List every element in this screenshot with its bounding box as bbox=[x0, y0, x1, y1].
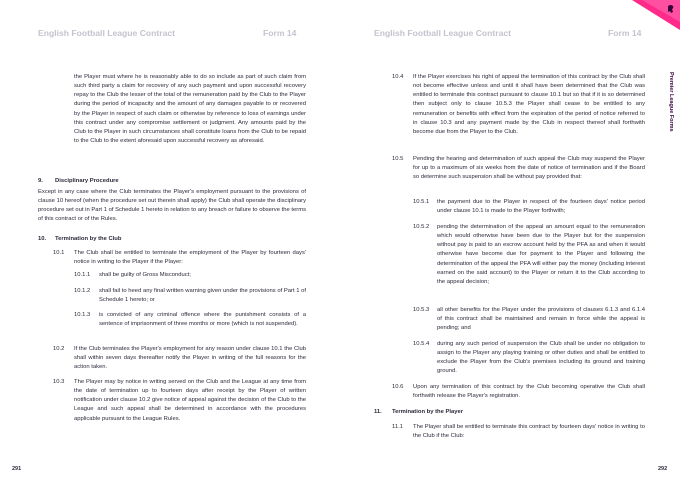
section-9-number: 9. bbox=[38, 178, 43, 184]
clause-10-5-1-text: the payment due to the Player in respect of the fourteen days' notice period under clause 10.1 is made to the Player forthwith; bbox=[437, 199, 645, 215]
clause-10-1-1-text: shall be guilty of Gross Misconduct; bbox=[99, 272, 191, 278]
section-10-title: Termination by the Club bbox=[55, 236, 122, 242]
section-9-text: Except in any case where the Club terminates the Player's employment pursuant to the provisions of clause 10 hereof (when the procedure set out therein shall apply) the Club shall operate the disciplinary procedure set out in Part 1 of Schedule 1 hereto in relation to any breach or failure to observe the terms of this contract or of the Rules. bbox=[38, 189, 306, 223]
header-form: Form 14 bbox=[608, 28, 642, 38]
clause-10-5-number: 10.5 bbox=[392, 156, 404, 162]
clause-10-1-number: 10.1 bbox=[53, 250, 65, 256]
section-11-title: Termination by the Player bbox=[392, 409, 464, 415]
clause-10-6-text: Upon any termination of this contract by the Club becoming operative the Club shall forthwith release the Player's registration. bbox=[413, 384, 645, 400]
clause-10-5-text: Pending the hearing and determination of such appeal the Club may suspend the Player for up to a maximum of six weeks from the date of notice of termination and if the Board so determine such suspension shall be without pay provided that: bbox=[413, 156, 645, 181]
clause-10-5-4-text: during any such period of suspension the Club shall be under no obligation to assign to the Player any playing training or other duties and shall be entitled to exclude the Player from the Club's premises including its ground and training ground. bbox=[437, 341, 645, 375]
clause-10-2-text: If the Club terminates the Player's employment for any reason under clause 10.1 the Club shall within seven days thereafter notify the Player in writing of the full reasons for the action taken. bbox=[74, 346, 306, 371]
clause-10-5-2-number: 10.5.2 bbox=[413, 224, 430, 230]
clause-10-5-3-text: all other benefits for the Player under the provisions of clauses 6.1.3 and 6.1.4 of this contract shall be maintained and remain in force while the appeal is pending; and bbox=[437, 307, 645, 332]
clause-10-1-2-text: shall fail to heed any final written warning given under the provisions of Part 1 of Schedule 1 hereto; or bbox=[99, 288, 306, 304]
clause-10-1-text: The Club shall be entitled to terminate the employment of the Player by fourteen days' notice in writing to the Player if the Player: bbox=[74, 250, 306, 266]
clause-10-6-number: 10.6 bbox=[392, 384, 404, 390]
clause-10-1-1-number: 10.1.1 bbox=[74, 272, 91, 278]
clause-10-5-4-number: 10.5.4 bbox=[413, 341, 430, 347]
section-11-number: 11. bbox=[374, 409, 382, 415]
clause-10-3-number: 10.3 bbox=[53, 379, 65, 385]
premier-league-lion-icon bbox=[632, 0, 680, 30]
clause-10-5-3-number: 10.5.3 bbox=[413, 307, 430, 313]
clause-10-1-2-number: 10.1.2 bbox=[74, 288, 91, 294]
clause-10-4-text: If the Player exercises his right of appeal the termination of this contract by the Club shall not become effective unless and until it shall have been determined that the Club was entitled to terminate this contract pursuant to clause 10.1 but so that if it is so determined then subject only to clause 10.5.3 the Player shall cease to be entitled to any remuneration or benefits with effect from the expiration of the period of notice referred to in clause 10.3 and any payment made by the Club in respect thereof shall forthwith become due from the Player to the Club. bbox=[413, 74, 645, 135]
header-title: English Football League Contract bbox=[38, 28, 176, 38]
header-title: English Football League Contract bbox=[374, 28, 512, 38]
page-number: 291 bbox=[12, 466, 22, 472]
clause-11-1-number: 11.1 bbox=[392, 424, 403, 430]
section-10-number: 10. bbox=[38, 236, 47, 242]
right-page bbox=[340, 0, 680, 483]
clause-10-1-3-number: 10.1.3 bbox=[74, 312, 91, 318]
side-label bbox=[667, 72, 675, 192]
header-form: Form 14 bbox=[263, 28, 297, 38]
page-number: 292 bbox=[658, 466, 668, 472]
side-label-text: Premier League Forms bbox=[668, 72, 674, 132]
clause-10-1-3-text: is convicted of any criminal offence where the punishment consists of a sentence of imprisonment of three months or more (which is not suspended). bbox=[99, 312, 306, 328]
paragraph-continued: the Player must where he is reasonably able to do so include as part of such claim from such third party a claim for recovery of any such payment and upon successful recovery repay to the Club the lesser of the total of the remuneration paid by the Club to the Player during the period of incapacity and the amount of any damages payable to or recovered by the Player in respect of such claim or otherwise by reference to loss of earnings under this contract under any compromise settlement or judgment. Any amounts paid by the Club to the Player in such circumstances shall constitute loans from the Club to be repaid to the Club to the extent aforesaid upon successful recovery as aforesaid. bbox=[74, 74, 306, 145]
clause-10-4-number: 10.4 bbox=[392, 74, 404, 80]
section-9-title: Disciplinary Procedure bbox=[55, 178, 119, 184]
clause-10-3-text: The Player may by notice in writing served on the Club and the League at any time from the date of termination up to fourteen days after receipt by the Player of written notification under clause 10.2 give notice of appeal against the decision of the Club to the League and such appeal shall be determined in accordance with the procedures applicable pursuant to the League Rules. bbox=[74, 379, 306, 422]
clause-11-1-text: The Player shall be entitled to terminate this contract by fourteen days' notice in writing to the Club if the Club: bbox=[413, 424, 645, 440]
clause-10-5-1-number: 10.5.1 bbox=[413, 199, 430, 205]
clause-10-5-2-text: pending the determination of the appeal an amount equal to the remuneration which would otherwise have been due to the Player but for the suspension without pay is paid to an escrow account held by the PFA as and when it would otherwise have become due for payment to the Player and following the determination of the appeal the PFA will either pay the money (including interest earned on the said account) to the Player or return it to the Club according to the appeal decision; bbox=[437, 224, 645, 285]
clause-10-2-number: 10.2 bbox=[53, 346, 65, 352]
